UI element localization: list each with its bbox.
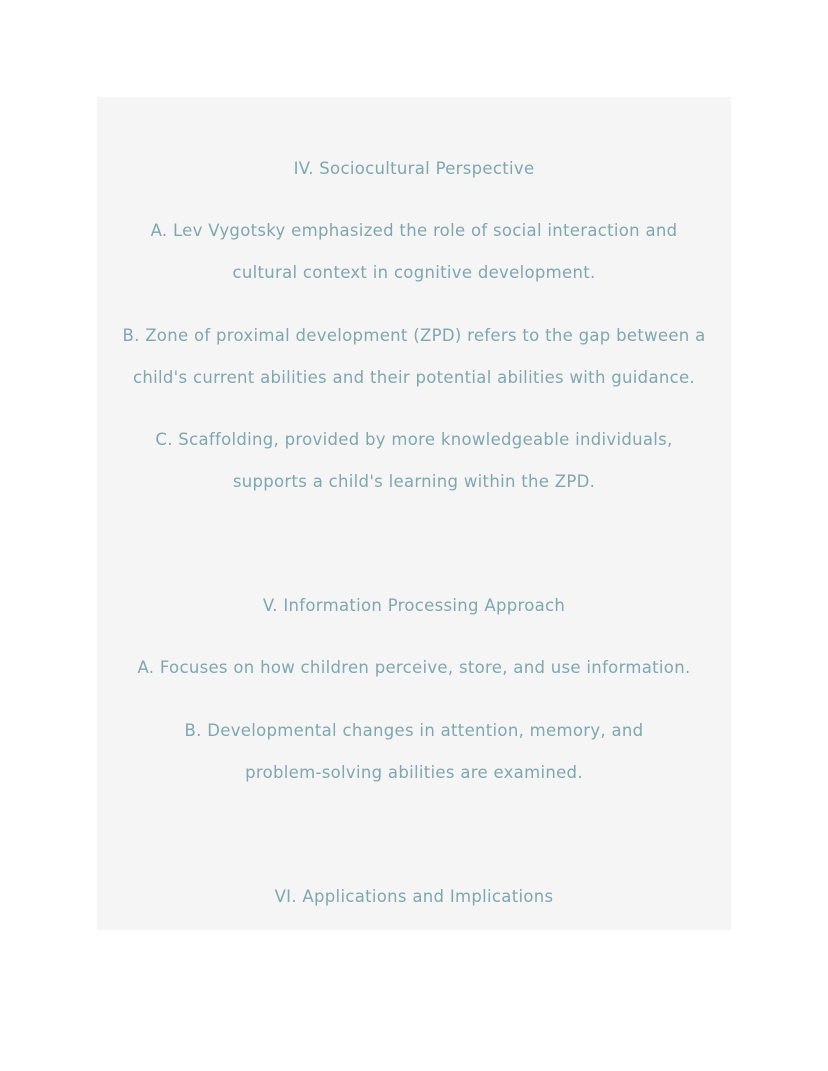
point-iv-b-line-1: B. Zone of proximal development (ZPD) refers to the gap between a <box>122 326 706 345</box>
point-iv-b-line-2: child's current abilities and their potential abilities with guidance. <box>133 368 695 387</box>
point-iv-c-line-1: C. Scaffolding, provided by more knowledgeable individuals, <box>155 430 673 449</box>
point-v-a-line-1: A. Focuses on how children perceive, store, and use information. <box>137 658 691 677</box>
point-v-b-line-1: B. Developmental changes in attention, memory, and <box>184 721 644 740</box>
point-v-b-line-2: problem-solving abilities are examined. <box>245 763 583 782</box>
point-iv-a-line-1: A. Lev Vygotsky emphasized the role of social interaction and <box>150 221 678 240</box>
section-heading-vi: VI. Applications and Implications <box>274 887 554 906</box>
section-heading-v: V. Information Processing Approach <box>262 596 566 615</box>
point-iv-a-line-2: cultural context in cognitive development. <box>232 263 596 282</box>
section-heading-iv: IV. Sociocultural Perspective <box>293 159 535 178</box>
document-page <box>97 97 731 930</box>
point-iv-c-line-2: supports a child's learning within the ZPD. <box>232 472 596 491</box>
